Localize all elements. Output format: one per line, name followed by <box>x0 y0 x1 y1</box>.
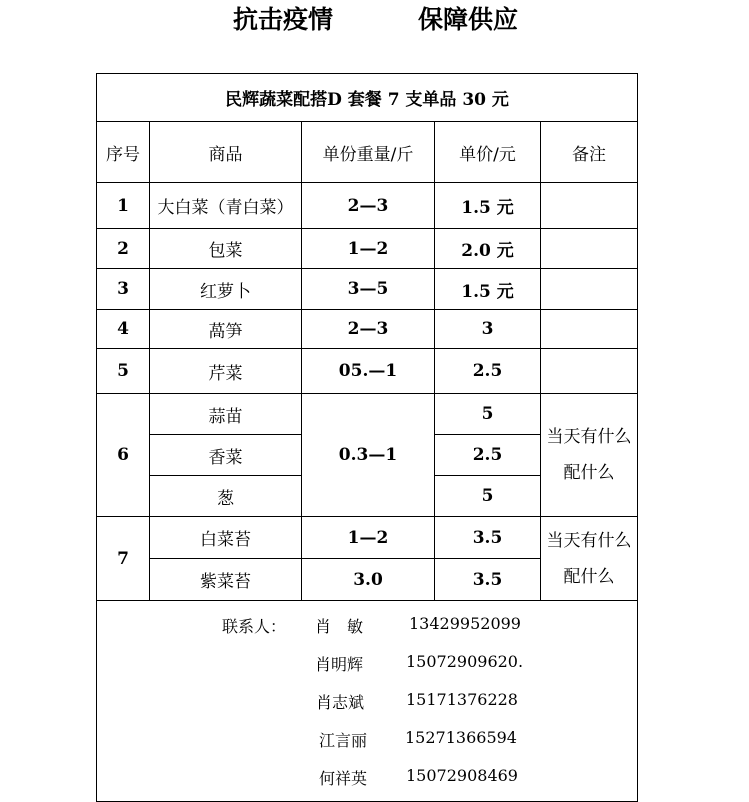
row-item: 白菜苔 <box>150 517 302 559</box>
contact-entry <box>97 614 637 644</box>
contact-name: 何祥英 <box>319 769 368 788</box>
row-no: 5 <box>97 349 150 394</box>
row-note <box>541 310 638 349</box>
vegetable-package-table <box>96 73 638 802</box>
header-right-title: 保障供应 <box>418 5 519 34</box>
contact-phone: 15271366594 <box>405 728 517 747</box>
row-note <box>541 183 638 229</box>
column-header-item: 商品 <box>150 122 302 183</box>
row-weight: 3—5 <box>302 269 435 310</box>
row-note <box>541 349 638 394</box>
row-price: 2.5 <box>435 349 541 394</box>
contacts-block <box>97 601 637 801</box>
table-header-row <box>97 122 638 183</box>
contact-entry <box>97 690 637 720</box>
row-item: 大白菜（青白菜） <box>150 183 302 229</box>
row-no: 2 <box>97 229 150 269</box>
contact-phone: 15072908469 <box>406 766 518 785</box>
row-no: 3 <box>97 269 150 310</box>
row-item: 萵笋 <box>150 310 302 349</box>
row-item: 香菜 <box>150 435 302 476</box>
row-weight: 2—3 <box>302 183 435 229</box>
row-weight: 2—3 <box>302 310 435 349</box>
row-weight: 1—2 <box>302 517 435 559</box>
row-price: 3 <box>435 310 541 349</box>
contact-phone: 13429952099 <box>409 614 521 633</box>
row-item: 紫菜苔 <box>150 559 302 601</box>
table-row <box>97 183 638 229</box>
row-note <box>541 517 638 601</box>
row-price: 5 <box>435 394 541 435</box>
row-note <box>541 229 638 269</box>
row-weight: 0.3—1 <box>302 394 435 517</box>
row-note <box>541 394 638 517</box>
note-line: 当天有什么 <box>546 530 632 551</box>
note-line: 配什么 <box>563 463 615 483</box>
column-header-no: 序号 <box>97 122 150 183</box>
row-price: 2.5 <box>435 435 541 476</box>
table-row <box>97 310 638 349</box>
table-row <box>97 269 638 310</box>
column-header-weight: 单份重量/斤 <box>302 122 435 183</box>
column-header-price: 单价/元 <box>435 122 541 183</box>
row-item: 葱 <box>150 476 302 517</box>
contacts-label: 联系人： <box>222 617 287 636</box>
contact-name: 肖明辉 <box>315 655 364 674</box>
table-row <box>97 394 638 435</box>
row-price: 3.5 <box>435 517 541 559</box>
contacts-row <box>97 601 638 802</box>
contact-name: 江言丽 <box>319 731 368 750</box>
row-item: 红萝卜 <box>150 269 302 310</box>
contact-name: 肖 敏 <box>315 617 364 636</box>
row-weight: 1—2 <box>302 229 435 269</box>
row-weight: 05.—1 <box>302 349 435 394</box>
contact-entry <box>97 766 637 796</box>
contact-phone: 15171376228 <box>406 690 518 709</box>
contact-entry <box>97 652 637 682</box>
table-row <box>97 229 638 269</box>
table-title: 民辉蔬菜配搭D 套餐 7 支单品 30 元 <box>97 74 638 122</box>
table-row <box>97 517 638 559</box>
table-row <box>97 349 638 394</box>
note-line: 配什么 <box>563 566 615 587</box>
row-no: 7 <box>97 517 150 601</box>
note-line: 当天有什么 <box>546 427 632 447</box>
page-header <box>0 2 749 42</box>
row-price: 1.5 元 <box>435 183 541 229</box>
row-no: 4 <box>97 310 150 349</box>
row-no: 6 <box>97 394 150 517</box>
row-item: 包菜 <box>150 229 302 269</box>
row-price: 5 <box>435 476 541 517</box>
contact-phone: 15072909620. <box>406 652 524 671</box>
contact-entry <box>97 728 637 758</box>
row-price: 2.0 元 <box>435 229 541 269</box>
header-left-title: 抗击疫情 <box>233 5 334 34</box>
row-item: 芹菜 <box>150 349 302 394</box>
row-no: 1 <box>97 183 150 229</box>
row-price: 1.5 元 <box>435 269 541 310</box>
row-note <box>541 269 638 310</box>
contacts-cell <box>97 601 638 802</box>
row-price: 3.5 <box>435 559 541 601</box>
row-weight: 3.0 <box>302 559 435 601</box>
row-item: 蒜苗 <box>150 394 302 435</box>
column-header-note: 备注 <box>541 122 638 183</box>
contact-name: 肖志斌 <box>316 693 365 712</box>
